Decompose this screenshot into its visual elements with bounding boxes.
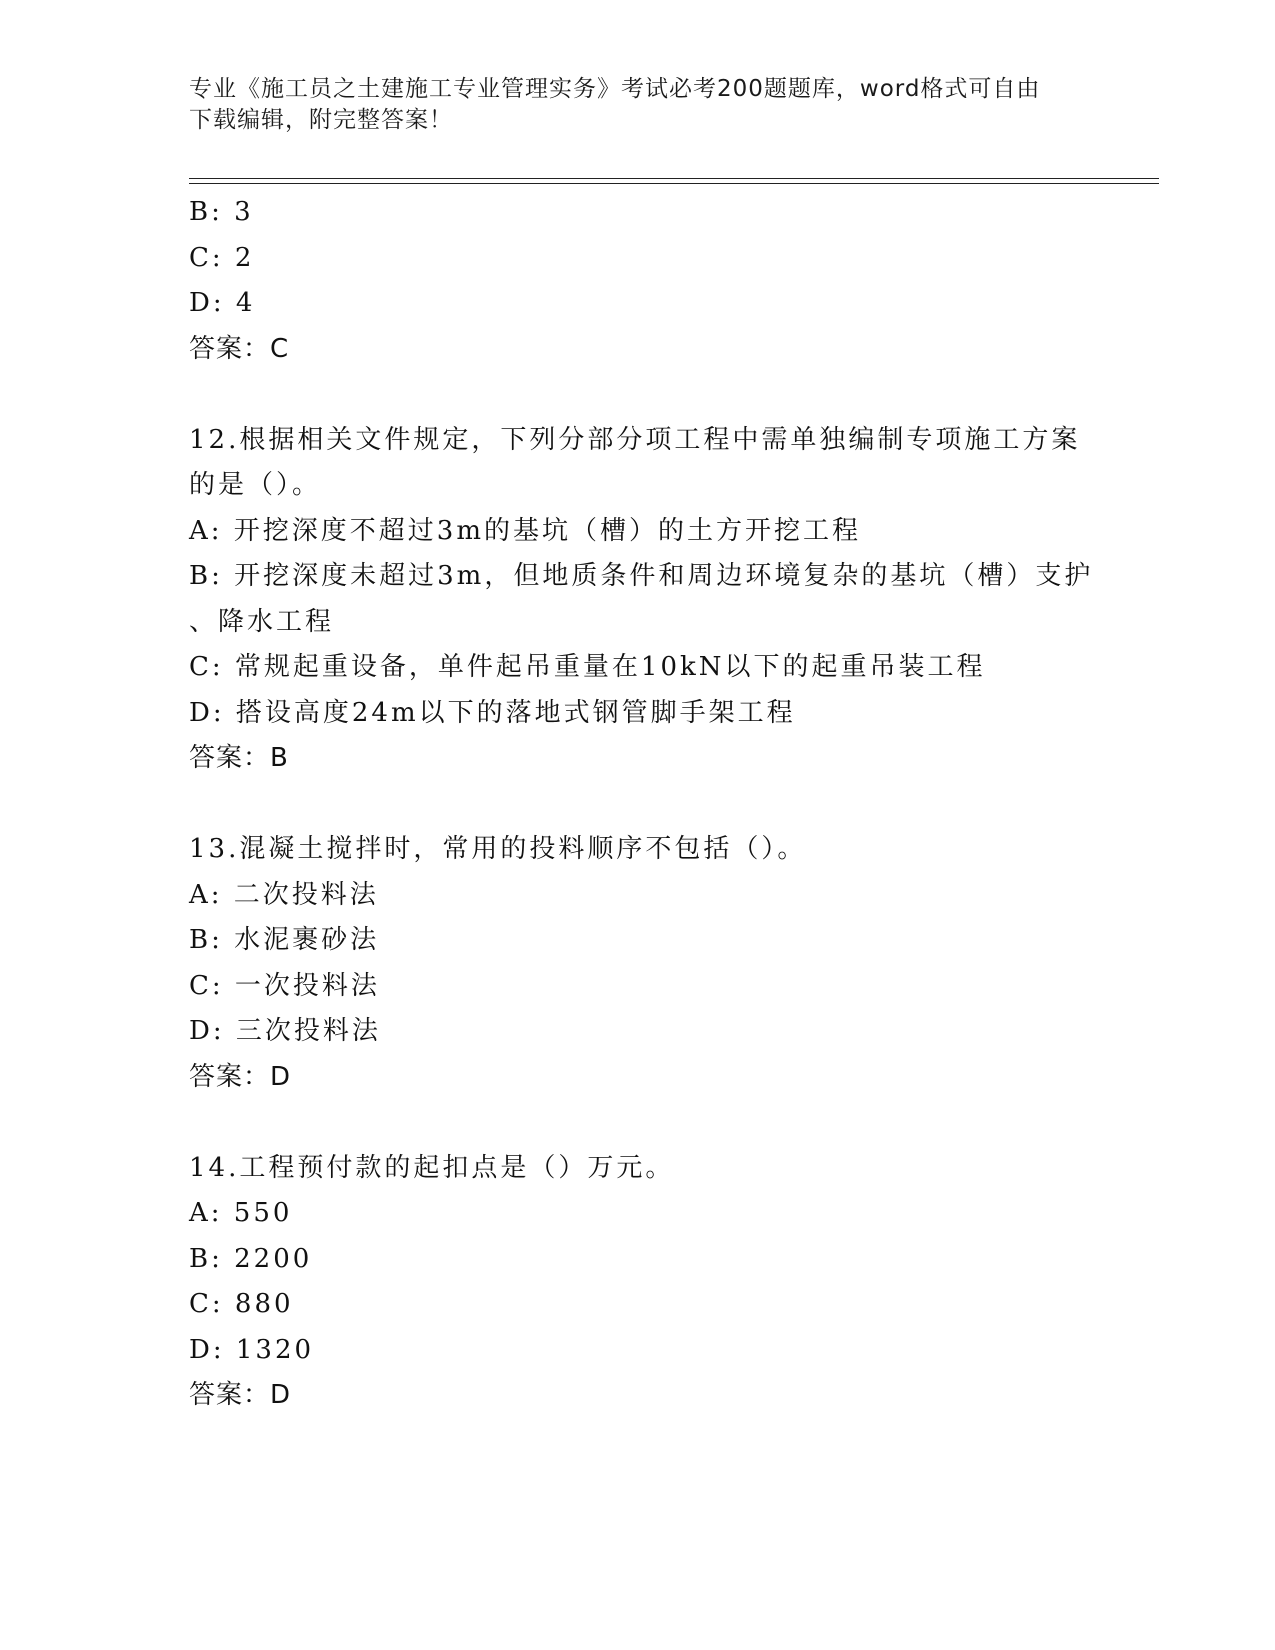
question-14	[189, 1146, 1139, 1419]
header-rule-bottom	[189, 183, 1159, 184]
question-13	[189, 827, 1139, 1100]
option-b-cont: 、降水工程	[189, 606, 335, 637]
option-d: D: 搭设高度24m以下的落地式钢管脚手架工程	[189, 697, 796, 728]
option-b: B: 开挖深度未超过3m，但地质条件和周边环境复杂的基坑（槽）支护	[189, 561, 1094, 591]
page-header	[189, 74, 1089, 136]
question-11-continued	[189, 190, 1139, 372]
answer-line: 答案：B	[189, 743, 289, 773]
option-c: C: 2	[189, 242, 255, 273]
option-b: B: 2200	[189, 1243, 313, 1274]
question-stem: 12.根据相关文件规定，下列分部分项工程中需单独编制专项施工方案	[189, 424, 1081, 455]
option-d: D: 4	[189, 288, 256, 318]
header-rule-top	[189, 178, 1159, 179]
option-b: B: 3	[189, 197, 254, 227]
question-spacer	[189, 372, 1139, 418]
answer-line: 答案：C	[189, 333, 290, 364]
question-stem: 13.混凝土搅拌时，常用的投料顺序不包括（）。	[189, 834, 807, 864]
question-list	[189, 190, 1139, 1419]
option-b: B: 水泥裹砂法	[189, 925, 380, 955]
header-line-2: 下载编辑，附完整答案！	[189, 107, 453, 133]
option-d: D: 1320	[189, 1334, 315, 1365]
option-a: A: 开挖深度不超过3m的基坑（槽）的土方开挖工程	[189, 515, 861, 546]
question-spacer	[189, 1100, 1139, 1146]
header-line-1: 专业《施工员之土建施工专业管理实务》考试必考200题题库，word格式可自由	[189, 76, 1041, 102]
option-c: C: 常规起重设备，单件起吊重量在10kN以下的起重吊装工程	[189, 652, 986, 682]
option-c: C: 一次投料法	[189, 970, 380, 1001]
question-spacer	[189, 782, 1139, 828]
question-stem-cont: 的是（）。	[189, 470, 322, 500]
question-12	[189, 418, 1139, 782]
option-c: C: 880	[189, 1289, 294, 1319]
answer-line: 答案：D	[189, 1380, 292, 1410]
option-a: A: 二次投料法	[189, 879, 379, 910]
option-d: D: 三次投料法	[189, 1016, 381, 1046]
answer-line: 答案：D	[189, 1061, 292, 1092]
option-a: A: 550	[189, 1198, 293, 1228]
question-stem: 14.工程预付款的起扣点是（）万元。	[189, 1152, 675, 1183]
